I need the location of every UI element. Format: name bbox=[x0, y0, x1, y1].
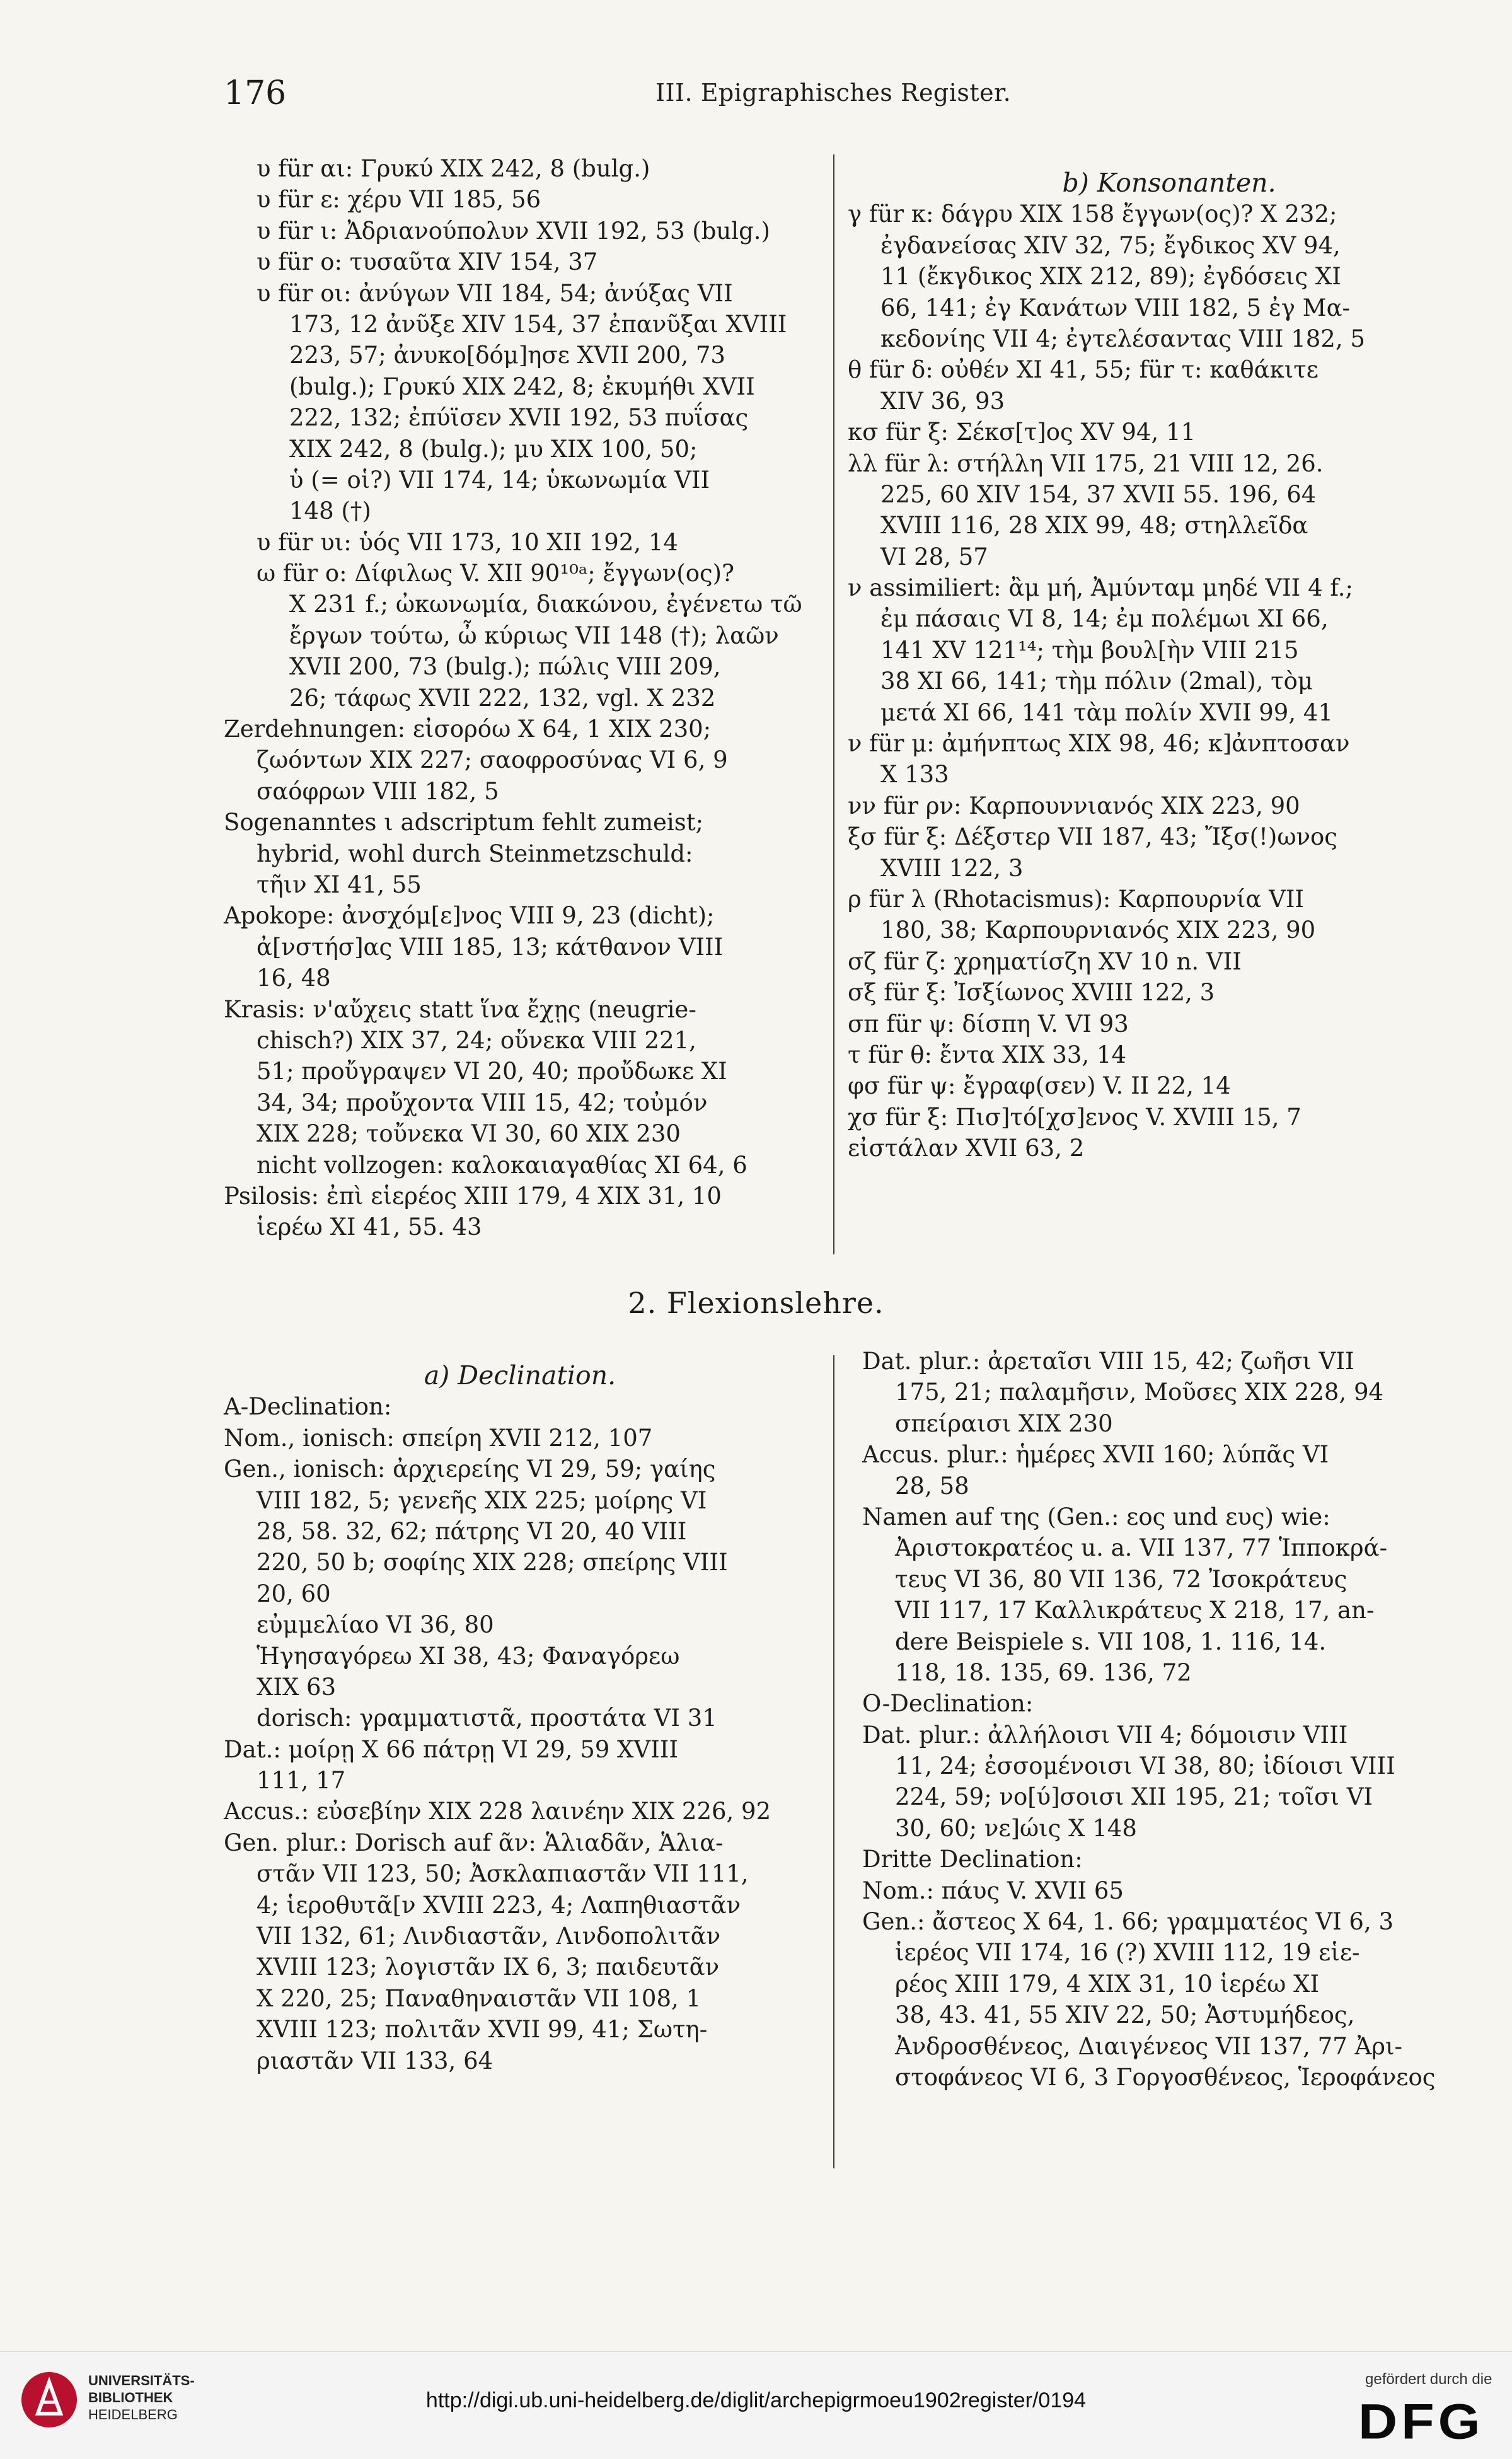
text-line: ἐμ πάσαις VI 8, 14; ἐμ πολέμωι XI 66, bbox=[880, 605, 1329, 633]
text-line: ρ für λ (Rhotacismus): Καρπουρνία VII bbox=[848, 885, 1305, 913]
right-column-consonants bbox=[848, 168, 1491, 1164]
text-line: VII 117, 17 Καλλικράτευς X 218, 17, an- bbox=[895, 1597, 1375, 1624]
text-line: Dritte Declination: bbox=[862, 1846, 1083, 1873]
text-line: 11, 24; ἐσσομένοισι VI 38, 80; ἰδίοισι VIII bbox=[895, 1752, 1395, 1780]
text-line: 38, 43. 41, 55 XIV 22, 50; Ἀστυμήδεος, bbox=[895, 2001, 1355, 2029]
university-library-name: UNIVERSITÄTS- BIBLIOTHEK HEIDELBERG bbox=[88, 2373, 195, 2422]
text-line: τῆιν XI 41, 55 bbox=[257, 871, 422, 898]
text-line: 16, 48 bbox=[257, 964, 331, 992]
text-line: hybrid, wohl durch Steinmetzschuld: bbox=[257, 840, 693, 867]
text-line: κσ für ξ: Σέκσ[τ]ος XV 94, 11 bbox=[848, 419, 1196, 446]
text-line: ἱερέος VII 174, 16 (?) XVIII 112, 19 εἱε- bbox=[895, 1939, 1360, 1967]
text-line: 20, 60 bbox=[257, 1580, 331, 1607]
text-line: Dat.: μοίρῃ X 66 πάτρῃ VI 29, 59 XVIII bbox=[224, 1735, 678, 1763]
text-line: ἔργων τούτω, ὦ κύριως VII 148 (†); λαῶν bbox=[289, 622, 779, 649]
footer-bar bbox=[0, 2351, 1512, 2459]
funded-by-label: gefördert durch die bbox=[1365, 2371, 1492, 2388]
text-line: 175, 21; παλαμῆσιν, Μοῦσες XIX 228, 94 bbox=[895, 1379, 1384, 1406]
text-line: ἀ[νστήσ]ας VIII 185, 13; κάτθανον VIII bbox=[257, 933, 724, 961]
text-line: Psilosis: ἐπὶ εἱερέος XIII 179, 4 XIX 31, 10 bbox=[224, 1182, 722, 1210]
text-line: 11 (ἔκγδικος XIX 212, 89); ἐγδόσεις XI bbox=[880, 263, 1341, 291]
text-line: 220, 50 b; σοφίης XIX 228; σπείρης VIII bbox=[257, 1549, 728, 1577]
text-line: XIX 242, 8 (bulg.); μυ XIX 100, 50; bbox=[289, 435, 698, 463]
text-line: υ für οι: ἀνύγων VII 184, 54; ἀνύξας VII bbox=[257, 279, 733, 307]
text-line: Krasis: ν'αὔχεις statt ἵνα ἔχῃς (neugrie- bbox=[224, 995, 696, 1023]
text-line: dere Beispiele s. VII 108, 1. 116, 14. bbox=[895, 1628, 1327, 1655]
text-line: γ für κ: δάγρυ XIX 158 ἔγγων(ος)? X 232; bbox=[848, 200, 1337, 228]
text-line: X 231 f.; ὠκωνωμία, διακώνου, ἐγένετω τῶ bbox=[289, 591, 802, 618]
column-divider-top bbox=[833, 154, 834, 1254]
text-line: Dat. plur.: ἀρεταῖσι VIII 15, 42; ζωῆσι VII bbox=[862, 1348, 1354, 1375]
text-line: ω für ο: Δίφιλως V. XII 90¹⁰ᵃ; ἔγγων(ος)? bbox=[257, 560, 734, 587]
section-title: 2. Flexionslehre. bbox=[628, 1286, 884, 1320]
text-line: 225, 60 XIV 154, 37 XVII 55. 196, 64 bbox=[880, 480, 1317, 508]
text-line: chisch?) XIX 37, 24; οὕνεκα VIII 221, bbox=[257, 1026, 696, 1054]
text-line: Zerdehnungen: εἰσορόω X 64, 1 XIX 230; bbox=[224, 715, 712, 743]
page-number: 176 bbox=[224, 74, 287, 112]
text-line: 224, 59; νο[ύ]σοισι XII 195, 21; τοῖσι VI bbox=[895, 1783, 1373, 1811]
text-line: XVIII 123; λογιστᾶν IX 6, 3; παιδευτᾶν bbox=[257, 1953, 720, 1981]
text-line: VIII 182, 5; γενεῆς XIX 225; μοίρης VI bbox=[257, 1486, 707, 1514]
text-line: 148 (†) bbox=[289, 497, 371, 525]
text-line: σπείραισι XIX 230 bbox=[895, 1409, 1113, 1437]
text-line: Ἀνδροσθένεος, Διαιγένεος VII 137, 77 Ἀρι- bbox=[895, 2032, 1403, 2060]
text-line: VII 132, 61; Λινδιαστᾶν, Λινδοπολιτᾶν bbox=[257, 1923, 721, 1950]
text-line: θ für δ: οὐθέν XI 41, 55; für τ: καθάκιτε bbox=[848, 356, 1319, 384]
text-line: Gen. plur.: Dorisch auf ᾶν: Ἁλιαδᾶν, Ἁλια- bbox=[224, 1829, 724, 1856]
text-line: XVIII 116, 28 XIX 99, 48; στηλλεῖδα bbox=[880, 512, 1308, 540]
text-line: Ἀριστοκρατέος u. a. VII 137, 77 Ἱπποκρά- bbox=[895, 1534, 1388, 1562]
running-title: III. Epigraphisches Register. bbox=[655, 79, 1012, 107]
text-line: μετά XI 66, 141 τὰμ πολίν XVII 99, 41 bbox=[880, 698, 1333, 726]
text-line: υ für ε: χέρυ VII 185, 56 bbox=[257, 186, 541, 214]
text-line: X 133 bbox=[880, 761, 949, 789]
text-line: Nom.: πάυς V. XVII 65 bbox=[862, 1877, 1124, 1904]
text-line: 118, 18. 135, 69. 136, 72 bbox=[895, 1658, 1192, 1686]
text-line: 34, 34; προὔχοντα VIII 15, 42; τοὐμόν bbox=[257, 1089, 708, 1116]
text-line: Namen auf της (Gen.: εος und ευς) wie: bbox=[862, 1503, 1330, 1530]
text-line: XIV 36, 93 bbox=[880, 387, 1005, 415]
text-line: ν für μ: ἀμήνπτως XIX 98, 46; κ]ἀνπτοσαν bbox=[848, 730, 1350, 758]
text-line: X 220, 25; Παναθηναιστᾶν VII 108, 1 bbox=[257, 1984, 701, 2012]
text-line: O-Declination: bbox=[862, 1690, 1034, 1718]
text-line: ζωόντων XIX 227; σαοφροσύνας VI 6, 9 bbox=[257, 746, 728, 774]
text-line: 28, 58. 32, 62; πάτρης VI 20, 40 VIII bbox=[257, 1517, 687, 1545]
text-line: ἐγδανείσας XIV 32, 75; ἔγδικος XV 94, bbox=[880, 231, 1341, 259]
text-line: σξ für ξ: Ἰσξίωνος XVIII 122, 3 bbox=[848, 979, 1215, 1007]
text-line: 223, 57; ἀνυκο[δόμ]ησε XVII 200, 73 bbox=[289, 342, 725, 369]
column-divider-bottom bbox=[833, 1355, 834, 2168]
text-line: χσ für ξ: Πισ]τό[χσ]ενος V. XVIII 15, 7 bbox=[848, 1103, 1301, 1131]
text-line: 141 XV 121¹⁴; τὴμ βουλ[ὴν VIII 215 bbox=[880, 636, 1299, 664]
text-line: ν assimiliert: ἂμ μή, Ἀμύνταμ μηδέ VII 4 f.; bbox=[848, 574, 1353, 602]
text-line: σζ für ζ: χρηματίσζη XV 10 n. VII bbox=[848, 947, 1242, 975]
text-line: 51; προὔγραψεν VI 20, 40; προὔδωκε XI bbox=[257, 1058, 727, 1085]
text-line: 173, 12 ἀνῦξε XIV 154, 37 ἐπανῦξαι XVIII bbox=[289, 310, 787, 338]
text-line: υ für υι: ὑός VII 173, 10 XII 192, 14 bbox=[257, 528, 678, 556]
text-line: κεδονίης VII 4; ἐγτελέσαντας VIII 182, 5 bbox=[880, 325, 1365, 352]
dfg-logo: DFG bbox=[1358, 2393, 1484, 2450]
text-line: ὑ (= οἱ?) VII 174, 14; ὑκωνωμία VII bbox=[289, 466, 710, 494]
declination-heading: a) Declination. bbox=[424, 1360, 616, 1391]
text-line: λλ für λ: στήλλη VII 175, 21 VIII 12, 26. bbox=[848, 449, 1324, 477]
text-line: Ἡγησαγόρεω XI 38, 43; Φαναγόρεω bbox=[257, 1642, 680, 1670]
text-line: 26; τάφως XVII 222, 132, vgl. X 232 bbox=[289, 684, 716, 712]
text-line: XVIII 123; πολιτᾶν XVII 99, 41; Σωτη- bbox=[257, 2016, 708, 2044]
consonant-entries bbox=[848, 199, 1491, 1164]
text-line: τ für θ: ἔντα XIX 33, 14 bbox=[848, 1041, 1127, 1068]
right-column-declination-cont bbox=[862, 1346, 1492, 2093]
text-line: νν für ρν: Καρπουννιανός XIX 223, 90 bbox=[848, 792, 1300, 819]
text-line: ρέος XIII 179, 4 XIX 31, 10 ἱερέω XI bbox=[895, 1970, 1320, 1998]
text-line: A-Declination: bbox=[224, 1393, 392, 1421]
text-line: Sogenanntes ι adscriptum fehlt zumeist; bbox=[224, 809, 704, 836]
left-column-declination bbox=[224, 1360, 816, 2076]
text-line: 66, 141; ἐγ Κανάτων VIII 182, 5 ἐγ Μα- bbox=[880, 294, 1351, 321]
text-line: υ für ο: τυσαῦτα XIV 154, 37 bbox=[257, 248, 598, 276]
text-line: dorisch: γραμματιστᾶ, προστάτα VI 31 bbox=[257, 1704, 717, 1732]
text-line: σπ für ψ: δίσπη V. VI 93 bbox=[848, 1010, 1129, 1038]
text-line: XVIII 122, 3 bbox=[880, 854, 1024, 882]
text-line: τευς VI 36, 80 VII 136, 72 Ἰσοκράτευς bbox=[895, 1565, 1348, 1593]
text-line: nicht vollzogen: καλοκαιαγαθίας XI 64, 6 bbox=[257, 1151, 747, 1179]
text-line: στᾶν VII 123, 50; Ἀσκλαπιαστᾶν VII 111, bbox=[257, 1860, 749, 1888]
text-line: Nom., ionisch: σπείρη XVII 212, 107 bbox=[224, 1424, 653, 1452]
text-line: 38 XI 66, 141; τὴμ πόλιν (2mal), τὸμ bbox=[880, 668, 1313, 695]
text-line: 30, 60; νε]ώις X 148 bbox=[895, 1814, 1137, 1842]
text-line: ξσ für ξ: Δέξστερ VII 187, 43; Ἴξσ(!)ωνος bbox=[848, 823, 1337, 851]
text-line: 180, 38; Καρπουρνιανός XIX 223, 90 bbox=[880, 917, 1316, 944]
text-line: (bulg.); Γρυκύ XIX 242, 8; ἐκυμήθι XVII bbox=[289, 373, 755, 400]
text-line: εἰστάλαν XVII 63, 2 bbox=[848, 1135, 1085, 1162]
text-line: ριαστᾶν VII 133, 64 bbox=[257, 2047, 493, 2074]
text-line: εὐμμελίαο VI 36, 80 bbox=[257, 1611, 494, 1639]
text-line: 4; ἱεροθυτᾶ[ν XVIII 223, 4; Λαπηθιαστᾶν bbox=[257, 1891, 741, 1919]
text-line: Apokope: ἀνσχόμ[ε]νος VIII 9, 23 (dicht); bbox=[224, 902, 715, 930]
document-url-link[interactable]: http://digi.ub.uni-heidelberg.de/diglit/archepigrmoeu1902register/0194 bbox=[425, 2388, 1087, 2412]
text-line: υ für αι: Γρυκύ XIX 242, 8 (bulg.) bbox=[257, 155, 650, 182]
left-column-vowels bbox=[224, 153, 816, 1243]
text-line: στοφάνεος VI 6, 3 Γοργοσθένεος, Ἱεροφάνεος bbox=[895, 2063, 1436, 2091]
text-line: 28, 58 bbox=[895, 1472, 969, 1500]
text-line: XVII 200, 73 (bulg.); πώλις VIII 209, bbox=[289, 653, 721, 681]
text-line: ἱερέω XI 41, 55. 43 bbox=[257, 1213, 482, 1241]
text-line: Gen., ionisch: ἀρχιερείης VI 29, 59; γαίης bbox=[224, 1455, 716, 1483]
text-line: XIX 228; τοὔνεκα VI 30, 60 XIX 230 bbox=[257, 1120, 681, 1148]
text-line: VI 28, 57 bbox=[880, 543, 988, 570]
text-line: σαόφρων VIII 182, 5 bbox=[257, 777, 499, 805]
text-line: υ für ι: Ἀδριανούπολυν XVII 192, 53 (bulg.) bbox=[257, 217, 770, 245]
text-line: φσ für ψ: ἔγραφ(σεν) V. II 22, 14 bbox=[848, 1072, 1231, 1100]
text-line: Accus. plur.: ἡμέρες XVII 160; λύπᾶς VI bbox=[862, 1441, 1329, 1469]
text-line: XIX 63 bbox=[257, 1673, 337, 1701]
text-line: Dat. plur.: ἀλλήλοισι VII 4; δόμοισιν VIII bbox=[862, 1721, 1348, 1749]
declination-entries bbox=[224, 1391, 816, 2076]
text-line: 111, 17 bbox=[257, 1767, 346, 1795]
text-line: Gen.: ἄστεος X 64, 1. 66; γραμματέος VI 6, 3 bbox=[862, 1908, 1394, 1936]
text-line: 222, 132; ἐπύϊσεν XVII 192, 53 πυΐσας bbox=[289, 404, 749, 432]
text-line: Accus.: εὐσεβίην XIX 228 λαινέην XIX 226, 92 bbox=[224, 1798, 771, 1825]
consonants-heading: b) Konsonanten. bbox=[1062, 168, 1276, 198]
